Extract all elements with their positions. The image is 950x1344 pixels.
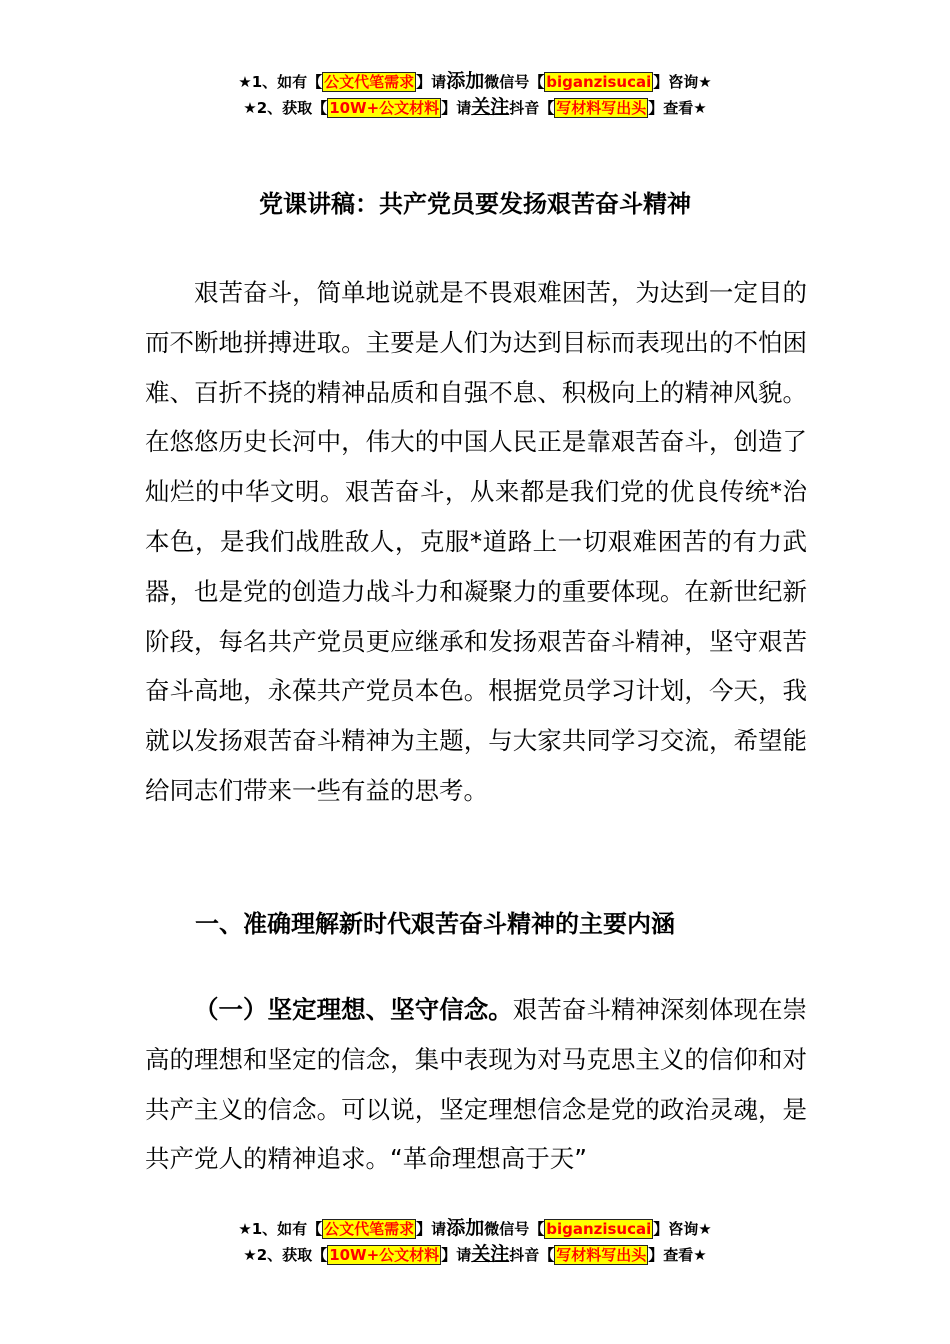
intro-paragraph [145, 268, 807, 816]
banner-douyin-id: 写材料写出头 [556, 1246, 647, 1264]
subsection-paragraph [145, 985, 807, 1184]
document-title: 党课讲稿：共产党员要发扬艰苦奋斗精神 [259, 190, 691, 218]
header-banner [0, 69, 950, 121]
banner-line-2: ★2、获取【 10W+公文材料 】请关注抖音【 写材料写出头 】查看★ [243, 96, 707, 118]
banner-highlight: 10W+公文材料 [329, 99, 440, 117]
banner-wechat-id: biganzisucai [546, 1220, 652, 1238]
banner-line-1: ★1、如有【 公文代笔需求 】请添加微信号【 biganzisucai 】咨询★ [238, 70, 712, 92]
banner-wechat-id: biganzisucai [546, 73, 652, 91]
banner-line-2: ★2、获取【 10W+公文材料 】请关注抖音【 写材料写出头 】查看★ [243, 1243, 707, 1265]
banner-douyin-id: 写材料写出头 [556, 99, 647, 117]
banner-highlight: 公文代笔需求 [324, 73, 415, 91]
subsection-lead: （一）坚定理想、坚守信念。 [194, 995, 513, 1024]
footer-banner [0, 1216, 950, 1268]
subsection-text: 艰苦奋斗精神深刻体现在崇高的理想和坚定的信念，集中表现为对马克思主义的信仰和对共产主义的信念。可以说，坚定理想信念是党的政治灵魂，是共产党人的精神追求。“革命理想高于天” [145, 995, 808, 1174]
banner-line-1: ★1、如有【 公文代笔需求 】请添加微信号【 biganzisucai 】咨询★ [238, 1217, 712, 1239]
intro-text: 艰苦奋斗，简单地说就是不畏艰难困苦，为达到一定目的而不断地拼搏进取。主要是人们为达到目标而表现出的不怕困难、百折不挠的精神品质和自强不息、积极向上的精神风貌。在悠悠历史长河中，伟大的中国人民正是靠艰苦奋斗，创造了灿烂的中华文明。艰苦奋斗，从来都是我们党的优良传统*治本色，是我们战胜敌人，克服*道路上一切艰难困苦的有力武器，也是党的创造力战斗力和凝聚力的重要体现。在新世纪新阶段，每名共产党员更应继承和发扬艰苦奋斗精神，坚守艰苦奋斗高地，永葆共产党员本色。根据党员学习计划，今天，我就以发扬艰苦奋斗精神为主题，与大家共同学习交流，希望能给同志们带来一些有益的思考。 [145, 278, 807, 805]
banner-highlight: 10W+公文材料 [329, 1246, 440, 1264]
banner-highlight: 公文代笔需求 [324, 1220, 415, 1238]
section-heading: 一、准确理解新时代艰苦奋斗精神的主要内涵 [195, 910, 675, 938]
